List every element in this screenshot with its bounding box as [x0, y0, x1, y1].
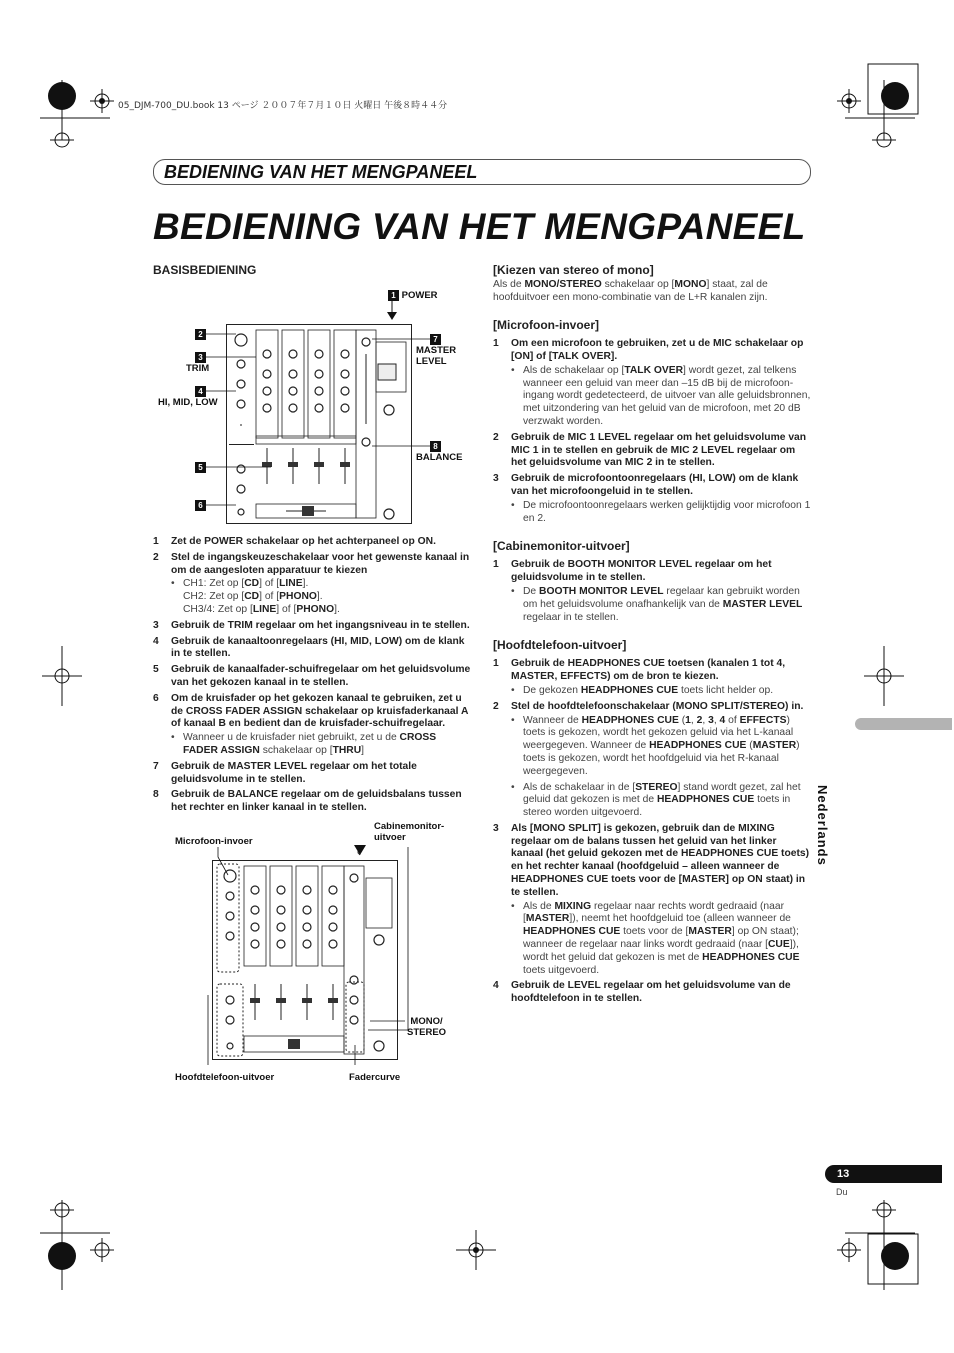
headphone-heading: [Hoofdtelefoon-uitvoer] [493, 638, 627, 653]
callout-master-label: MASTER LEVEL [416, 345, 457, 367]
step-6: 6 Om de kruisfader op het gekozen kanaal te gebruiken, zet u de CROSS FADER ASSIGN schakelaar op kruisfaderkanaal A of kanaal B en bedient dan de kruisfader-schuifregelaar. [153, 692, 468, 730]
mono-heading: [Kiezen van stereo of mono] [493, 263, 654, 277]
page-number-box [825, 1165, 942, 1183]
hp-step-3: 3 Als [MONO SPLIT] is gekozen, gebruik dan de MIXING regelaar om de balans tussen het geluid van het linker kanaal (het geluid gekozen met de HEADPHONES CUE toets) en het rechter kanaal (hoofdgeluid – alleen wanneer de HEADPHONES CUE toets voor de [MASTER] op ON staat) in te stellen. [493, 822, 810, 898]
label-mic-input: Microfoon-invoer [175, 836, 253, 847]
hp-step-1: 1 Gebruik de HEADPHONES CUE toetsen (kanalen 1 tot 4, MASTER, EFFECTS) om de bron te kiezen. [493, 658, 786, 683]
callout-power: 1 POWER [388, 290, 438, 302]
mono-paragraph: Als de MONO/STEREO schakelaar op [MONO] staat, zal de hoofduitvoer een mono-combinatie van de L+R kanalen zijn. [493, 279, 768, 303]
basis-heading: BASISBEDIENING [153, 263, 257, 277]
callout-6: 6 [195, 500, 206, 512]
section-title: BEDIENING VAN HET MENGPANEEL [164, 162, 478, 182]
step-1: 1 Zet de POWER schakelaar op het achterpaneel op ON. [153, 536, 436, 547]
callout-eq-label: HI, MID, LOW [158, 397, 218, 408]
mic-step-3: 3 Gebruik de microfoontoonregelaars (HI, LOW) om de klank van het microfoongeluid in te stellen. [493, 473, 799, 497]
hp-step-2: 2 Stel de hoofdtelefoonschakelaar (MONO SPLIT/STEREO) in. [493, 700, 804, 712]
page-title: BEDIENING VAN HET MENGPANEEL [153, 206, 806, 247]
label-booth-output: Cabinemonitor- uitvoer [374, 821, 445, 843]
basis-steps [153, 536, 473, 818]
label-headphone-output: Hoofdtelefoon-uitvoer [175, 1072, 275, 1083]
label-mono-stereo: MONO/ STEREO [407, 1016, 447, 1038]
section-bar [153, 159, 811, 185]
step-2-options: • CH1: Zet op [CD] of [LINE]. CH2: Zet op [CD] of [PHONO]. CH3/4: Zet op [LINE] of [PHONO]. [171, 578, 340, 615]
language-code: Du [836, 1187, 848, 1197]
mic-step-1-note: • Als de schakelaar op [TALK OVER] wordt gezet, zal telkens wanneer een geluid van meer dan –15 dB bij de microfoon-ingang wordt gedetecteerd, de uitvoer van alle geluidsbronnen, met uitzondering van het geluid van de microfoon, met 20 dB verzwakt worden. [511, 364, 811, 427]
step-3: 3 Gebruik de TRIM regelaar om het ingangsniveau in te stellen. [153, 619, 470, 631]
callout-4: 4 [195, 386, 206, 398]
callout-3: 3 [195, 352, 206, 364]
step-4: 4 Gebruik de kanaaltoonregelaars (HI, MID, LOW) om de klank in te stellen. [153, 635, 465, 660]
callout-balance-label: BALANCE [416, 452, 463, 463]
hp-step-4: 4 Gebruik de LEVEL regelaar om het geluidsvolume van de hoofdtelefoon in te stellen. [493, 980, 791, 1005]
language-tab-label: Nederlands [815, 785, 830, 866]
diagram2-leaders [200, 845, 430, 1075]
hp-step-2-note-b: • Als de schakelaar in de [STEREO] stand wordt gezet, zal het geluid dat gekozen is met de HEADPHONES CUE toets in stereo worden uitgevoerd. [511, 781, 801, 819]
booth-heading: [Cabinemonitor-uitvoer] [493, 539, 630, 554]
booth-step-1-note: • De BOOTH MONITOR LEVEL regelaar kan gebruikt worden om het geluidsvolume onafhankelijk van de MASTER LEVEL regelaar in te stellen. [511, 585, 803, 623]
right-column [493, 263, 811, 1009]
callout-7: 7 [430, 334, 441, 346]
callout-2: 2 [195, 329, 206, 341]
hp-step-3-note: • Als de MIXING regelaar naar rechts wordt gedraaid (naar [MASTER]), neemt het hoofdgeluid toe (alleen wanneer de HEADPHONES CUE toets voor de [MASTER] op ON staat); wanneer de regelaar naar links wordt gedraaid (naar [CUE]), wordt het geluid dat gekozen is met de HEADPHONES CUE toets uitgevoerd. [511, 900, 800, 976]
book-header-line: 05_DJM-700_DU.book 13 ページ ２００７年７月１０日 火曜日 午後８時４４分 [118, 101, 448, 111]
step-7: 7 Gebruik de MASTER LEVEL regelaar om het totale geluidsvolume in te stellen. [153, 760, 417, 785]
language-tab-bar [855, 718, 952, 730]
mic-step-1: 1 Om een microfoon te gebruiken, zet u de MIC schakelaar op [ON] of [TALK OVER]. [493, 338, 804, 362]
callout-leaders [206, 330, 446, 510]
step-2: 2 Stel de ingangskeuzeschakelaar voor het gewenste kanaal in om de aangesloten apparatuur te kiezen [153, 551, 470, 576]
hp-step-2-note-a: • Wanneer de HEADPHONES CUE (1, 2, 3, 4 of EFFECTS) toets is gekozen, wordt het gekozen geluid via het L-kanaal weergegeven. Wanneer de HEADPHONES CUE (MASTER) toets is gekozen, wordt het hoofdgeluid via het R-kanaal weergegeven. [511, 714, 800, 777]
label-fader-curve: Fadercurve [349, 1072, 401, 1083]
mic-heading: [Microfoon-invoer] [493, 318, 599, 333]
step-5: 5 Gebruik de kanaalfader-schuifregelaar om het geluidsvolume van het gekozen kanaal in te stellen. [153, 664, 471, 688]
callout-5: 5 [195, 462, 206, 474]
arrow-down-icon [385, 300, 399, 320]
hp-step-1-note: • De gekozen HEADPHONES CUE toets licht helder op. [511, 684, 774, 696]
page-number: 13 [837, 1168, 850, 1180]
booth-step-1: 1 Gebruik de BOOTH MONITOR LEVEL regelaar om het geluidsvolume in te stellen. [493, 559, 772, 584]
step-8: 8 Gebruik de BALANCE regelaar om de geluidsbalans tussen het rechter en linker kanaal in te stellen. [153, 789, 462, 814]
step-6-note: • Wanneer u de kruisfader niet gebruikt, zet u de CROSS FADER ASSIGN schakelaar op [THRU] [171, 732, 437, 756]
mic-step-3-note: • De microfoontoonregelaars werken gelijktijdig voor microfoon 1 en 2. [511, 499, 811, 524]
callout-8: 8 [430, 441, 441, 453]
callout-trim-label: TRIM [186, 363, 210, 374]
mic-step-2: 2 Gebruik de MIC 1 LEVEL regelaar om het geluidsvolume van MIC 1 in te stellen en gebruik de MIC 2 LEVEL regelaar om het geluidsvolume van MIC 2 in te stellen. [493, 431, 807, 469]
